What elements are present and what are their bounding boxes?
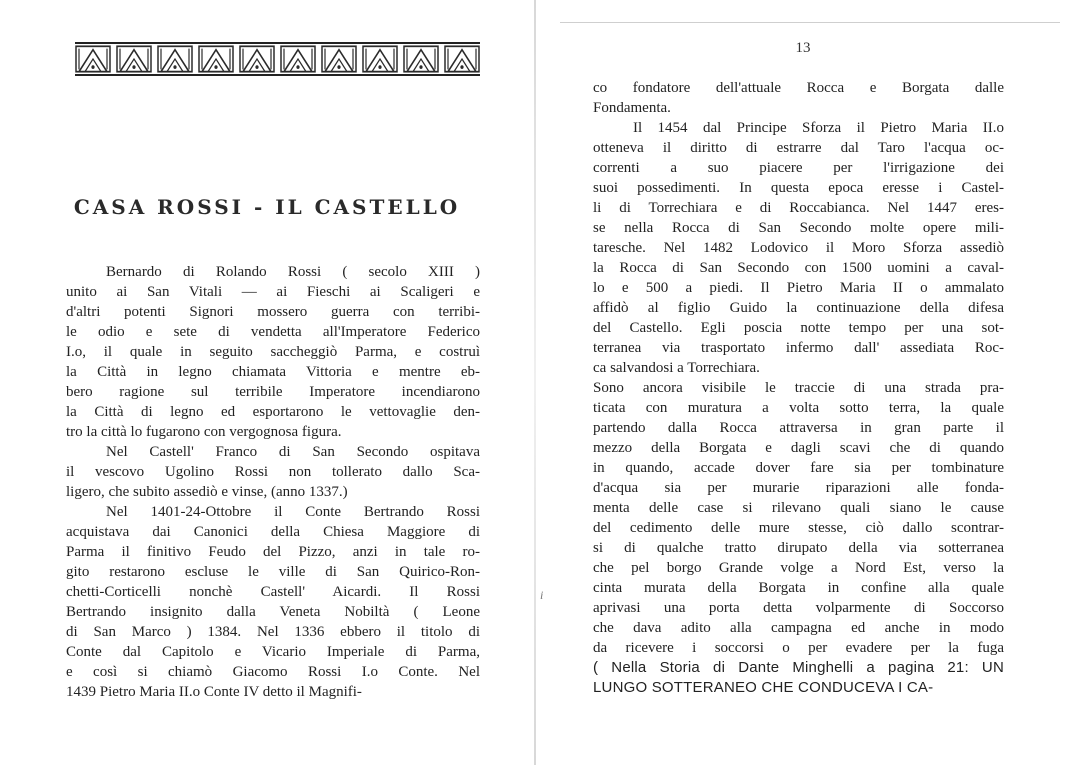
text-line: suoi possedimenti. In questa epoca eresse i Castel- (593, 180, 1004, 196)
left-page-text (66, 262, 480, 702)
text-line: in quando, accade dover fare sia per tombinature (593, 460, 1004, 476)
ornament-tile (198, 44, 234, 74)
text-line: I.o, il quale in seguito saccheggiò Parma, e costruì (66, 344, 480, 360)
text-line: co fondatore dell'attuale Rocca e Borgata dalle (593, 80, 1004, 96)
ornament-tile (444, 44, 480, 74)
ornament-tile (157, 44, 193, 74)
text-line: ticata con muratura a volta sotto terra, la quale (593, 400, 1004, 416)
text-line: LUNGO SOTTERANEO CHE CONDUCEVA I CA- (593, 679, 934, 696)
text-line: Nel Castell' Franco di San Secondo ospitava (106, 444, 480, 460)
text-line: mezzo della Borgata e dagli scavi che di quando (593, 440, 1004, 456)
text-line: il vescovo Ugolino Rossi non tollerato dallo Sca- (66, 464, 480, 480)
text-line: che dava adito alla campagna ed anche in modo (593, 620, 1004, 636)
text-line: unito ai San Vitali — ai Fieschi ai Scaligeri e (66, 284, 480, 300)
ornament-tile (280, 44, 316, 74)
ornament-tile (362, 44, 398, 74)
text-line: e così si chiamò Giacomo Rossi I.o Conte. Nel (66, 664, 480, 680)
text-line: tro la città lo fugarono con vergognosa figura. (66, 424, 342, 440)
ornament-tile (116, 44, 152, 74)
text-line: taresche. Nel 1482 Lodovico il Moro Sforza assediò (593, 240, 1004, 256)
text-line: terranea via trasportato infermo dall' assediata Roc- (593, 340, 1004, 356)
text-line: d'acqua sia per murarie riparazioni alle fonda- (593, 480, 1004, 496)
text-line: da ricevere i soccorsi o per evadere per la fuga (593, 640, 1004, 656)
text-line: la Città di legno ed esportarono le vettovaglie den- (66, 404, 480, 420)
chapter-title: CASA ROSSI - IL CASTELLO (73, 195, 461, 219)
text-line: ca salvandosi a Torrechiara. (593, 360, 760, 376)
text-line: aprivasi una porta detta volparmente di Soccorso (593, 600, 1004, 616)
text-line: menta delle case si rilevano quali siano le cause (593, 500, 1004, 516)
text-line: le odio e sete di vendetta all'Imperatore Federico (66, 324, 480, 340)
text-line: partendo dalla Rocca attraversa in gran parte il (593, 420, 1004, 436)
text-line: bero ragione sul terribile Imperatore incendiarono (66, 384, 480, 400)
text-line: se nella Rocca di San Secondo molte opere mili- (593, 220, 1004, 236)
text-line: di San Marco ) 1384. Nel 1336 ebbero il titolo di (66, 624, 480, 640)
text-line: acquistava dai Canonici della Chiesa Maggiore di (66, 524, 480, 540)
right-page-text (593, 78, 1004, 698)
text-line: Fondamenta. (593, 100, 671, 116)
text-line: cinta murata della Borgata in confine alla quale (593, 580, 1004, 596)
text-line: otteneva il diritto di estrarre dal Taro l'acqua oc- (593, 140, 1004, 156)
text-line: lo e 500 a piedi. Il Pietro Maria II o ammalato (593, 280, 1004, 296)
left-page (0, 0, 534, 765)
ornament-tile (239, 44, 275, 74)
text-line: del cedimento delle mure stesse, ciò dallo scontrar- (593, 520, 1004, 536)
right-page (536, 0, 1070, 765)
text-line: la Rocca di San Secondo con 1500 uomini a caval- (593, 260, 1004, 276)
text-line: Bernardo di Rolando Rossi ( secolo XIII ) (106, 264, 480, 280)
text-line: si di qualche tratto dirupato della via sotterranea (593, 540, 1004, 556)
text-line: gito restarono escluse le ville di San Quirico-Ron- (66, 564, 480, 580)
text-line: Bertrando insignito dalla Veneta Nobiltà ( Leone (66, 604, 480, 620)
text-line: chetti-Corticelli nonchè Castell' Aicardi. Il Rossi (66, 584, 480, 600)
text-line: correnti a suo piacere per l'irrigazione dei (593, 160, 1004, 176)
text-line: 1439 Pietro Maria II.o Conte IV detto il Magnifi- (66, 684, 362, 700)
text-line: ligero, che subito assediò e vinse, (anno 1337.) (66, 484, 348, 500)
text-line: Nel 1401-24-Ottobre il Conte Bertrando Rossi (106, 504, 480, 520)
text-line: li di Torrechiara e di Roccabianca. Nel 1447 eres- (593, 200, 1004, 216)
page-number: 13 (795, 40, 811, 56)
text-line: la Città in legno chiamata Vittoria e mentre eb- (66, 364, 480, 380)
text-line: Conte dal Capitolo e Vicario Imperiale di Parma, (66, 644, 480, 660)
text-line: Parma il finitivo Feudo del Pizzo, anzi in tale ro- (66, 544, 480, 560)
text-line: Sono ancora visibile le traccie di una strada pra- (593, 380, 1004, 396)
text-line: ( Nella Storia di Dante Minghelli a pagina 21: UN (593, 659, 1004, 676)
text-line: Il 1454 dal Principe Sforza il Pietro Maria II.o (633, 120, 1004, 136)
text-line: che pel borgo Grande volge a Nord Est, verso la (593, 560, 1004, 576)
ornament-tile (403, 44, 439, 74)
ornament-tile (321, 44, 357, 74)
text-line: del Castello. Egli poscia notte tempo per una sot- (593, 320, 1004, 336)
margin-mark: i (540, 588, 544, 602)
ornament-tile (75, 44, 111, 74)
ornamental-header-band (75, 42, 480, 76)
text-line: affidò al figlio Guido la continuazione della difesa (593, 300, 1004, 316)
text-line: d'altri potenti Signori mossero guerra con terribi- (66, 304, 480, 320)
